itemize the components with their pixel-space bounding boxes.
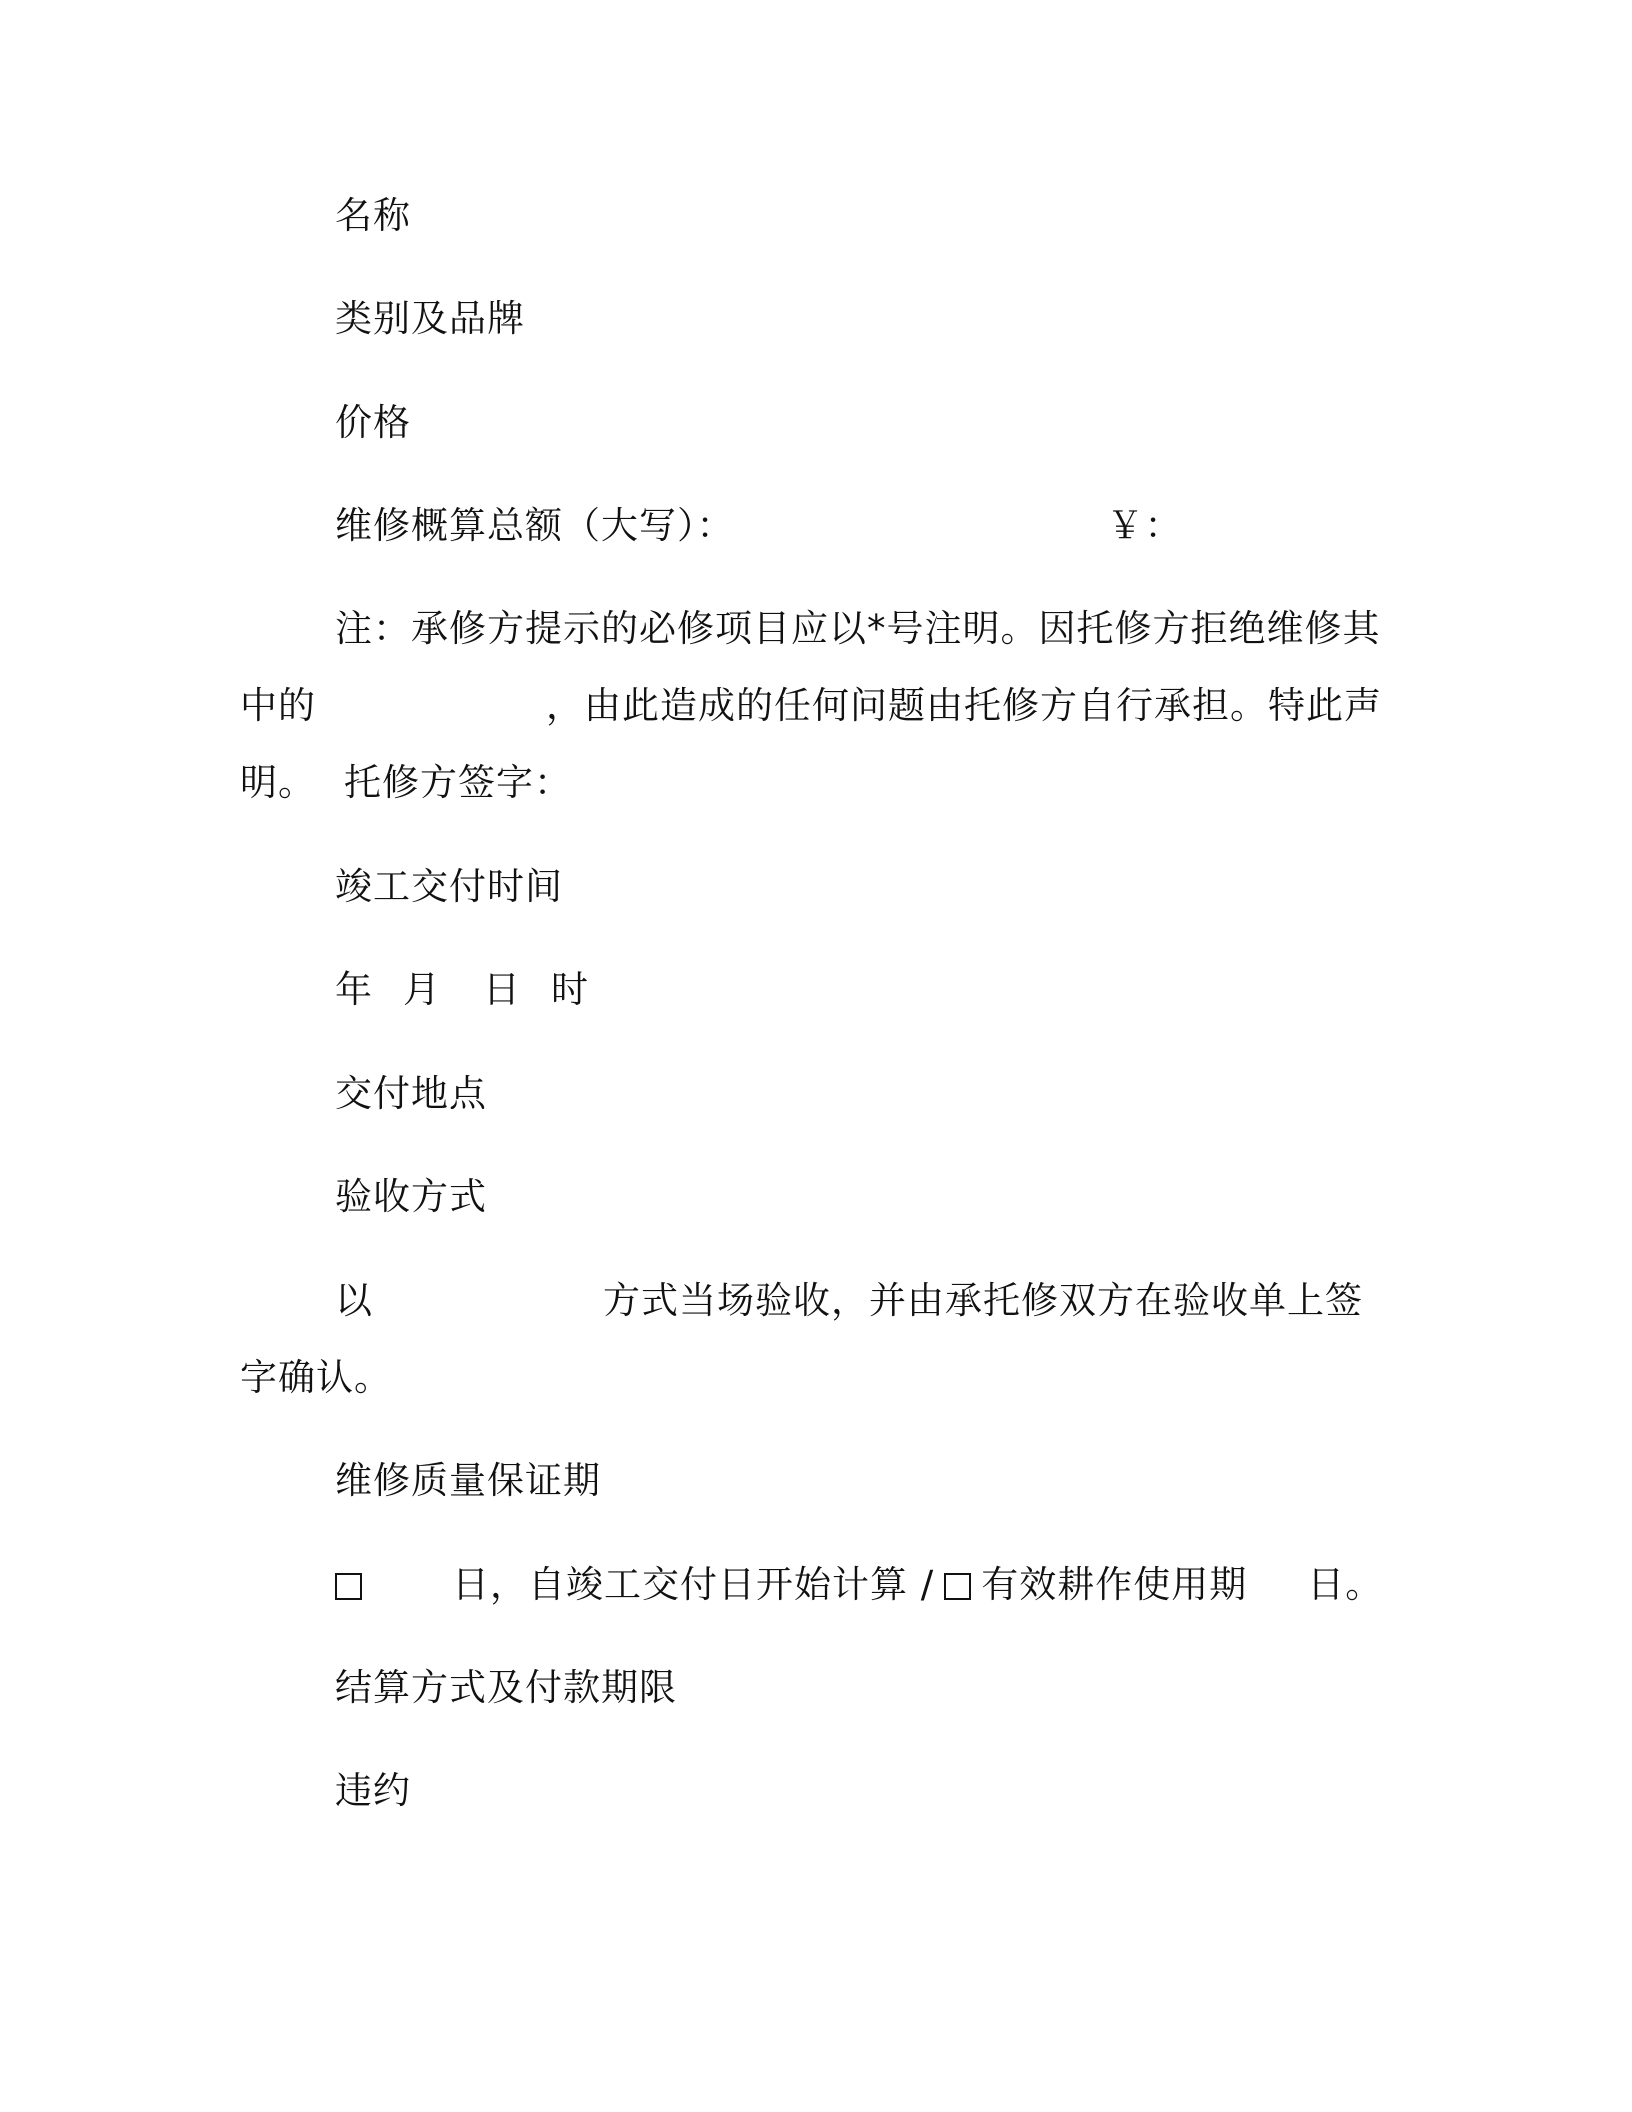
warranty-text-a: 日，自竣工交付日开始计算 / xyxy=(452,1563,935,1606)
field-settlement: 结算方式及付款期限 xyxy=(335,1666,677,1709)
acceptance-text-a: 以 xyxy=(335,1279,373,1322)
note-line-2 xyxy=(240,683,1382,729)
warranty-text-c: 日。 xyxy=(1307,1563,1384,1606)
note-line-1: 注：承修方提示的必修项目应以*号注明。因托修方拒绝维修其 xyxy=(335,607,1381,650)
warranty-options-line xyxy=(335,1562,1383,1608)
warranty-days-checkbox[interactable] xyxy=(335,1573,362,1600)
estimate-label: 维修概算总额（大写）： xyxy=(335,504,735,547)
field-acceptance-method: 验收方式 xyxy=(335,1175,487,1218)
field-price: 价格 xyxy=(335,401,411,444)
acceptance-text-b: 方式当场验收，并由承托修双方在验收单上签 xyxy=(603,1279,1363,1322)
note-text-end: 明。 xyxy=(240,761,316,804)
field-category-brand: 类别及品牌 xyxy=(335,297,525,340)
date-day: 日 xyxy=(483,968,521,1011)
field-warranty-period: 维修质量保证期 xyxy=(335,1459,601,1502)
date-year: 年 xyxy=(335,968,373,1011)
date-line xyxy=(335,967,589,1013)
field-completion-time: 竣工交付时间 xyxy=(335,865,563,908)
note-line-3 xyxy=(240,760,572,806)
field-estimate-total xyxy=(335,503,1183,549)
date-hour: 时 xyxy=(551,968,589,1011)
note-text-b: ，由此造成的任何问题由托修方自行承担。特此声 xyxy=(546,684,1382,727)
estimate-yen: ￥： xyxy=(1106,504,1183,547)
acceptance-line-1 xyxy=(335,1278,1363,1324)
field-breach: 违约 xyxy=(335,1769,411,1812)
date-month: 月 xyxy=(403,968,441,1011)
note-text-a: 中的 xyxy=(240,684,316,727)
warranty-text-b: 有效耕作使用期 xyxy=(981,1563,1248,1606)
acceptance-line-2: 字确认。 xyxy=(240,1356,392,1399)
warranty-usage-checkbox[interactable] xyxy=(944,1573,971,1600)
field-name: 名称 xyxy=(335,194,411,237)
field-delivery-place: 交付地点 xyxy=(335,1072,487,1115)
signature-label: 托修方签字： xyxy=(344,761,572,804)
